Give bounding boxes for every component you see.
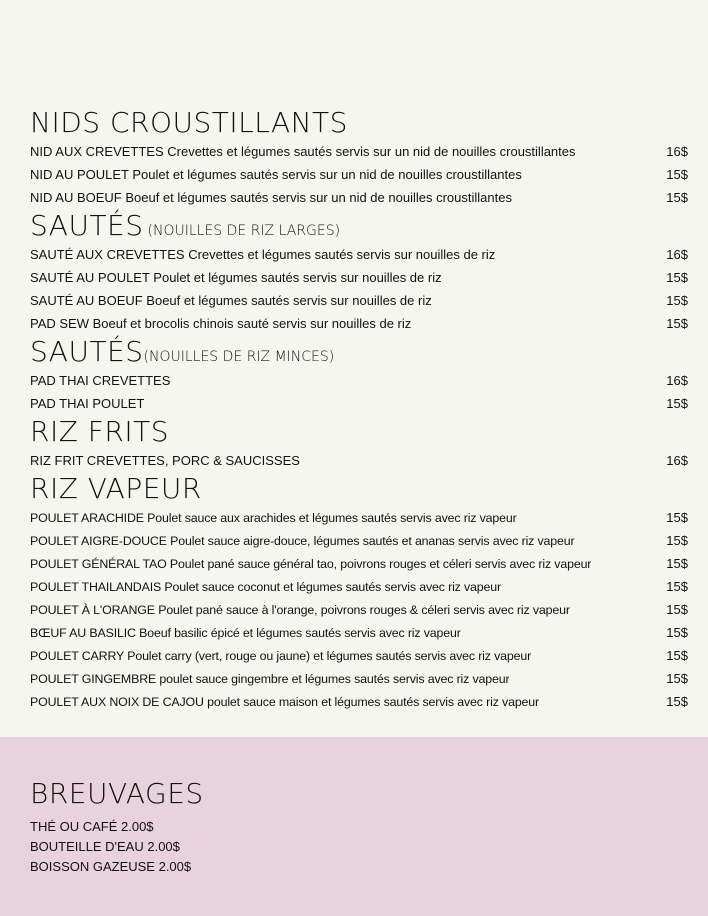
menu-item-description: POULET ARACHIDE Poulet sauce aux arachides et légumes sautés servis avec riz vapeur [30,510,517,525]
menu-item-price: 15$ [666,625,688,640]
menu-item-price: 15$ [666,167,688,182]
menu-item-price: 15$ [666,602,688,617]
section-title-sautes-minces: SAUTÉS(NOUILLES DE RIZ MINCES) [30,335,335,368]
menu-item-description: POULET THAILANDAIS Poulet sauce coconut et légumes sautés servis avec riz vapeur [30,579,501,594]
drinks-band [0,737,708,916]
menu-item-description: SAUTÉ AU POULET Poulet et légumes sautés servis sur nouilles de riz [30,270,442,285]
menu-item [30,506,688,529]
menu-item [30,690,688,713]
drink-item: BOUTEILLE D'EAU 2.00$ [30,839,180,854]
menu-item-description: NID AU BOEUF Boeuf et légumes sautés servis sur un nid de nouilles croustillantes [30,190,512,205]
menu-item [30,552,688,575]
menu-item [30,312,688,335]
menu-item-price: 15$ [666,293,688,308]
drinks-section [30,777,204,877]
menu-item [30,667,688,690]
menu-item-price: 15$ [666,694,688,709]
menu-item-description: POULET GÉNÉRAL TAO Poulet pané sauce général tao, poivrons rouges et céleri servis avec riz vapeur [30,556,592,571]
menu-item-price: 15$ [666,533,688,548]
menu-item-price: 15$ [666,316,688,331]
section-subtitle: (NOUILLES DE RIZ LARGES) [147,223,341,239]
menu-item-price: 15$ [666,396,688,411]
menu-item-price: 15$ [666,556,688,571]
menu-item-price: 16$ [666,453,688,468]
menu-item [30,392,688,415]
menu-item-description: NID AUX CREVETTES Crevettes et légumes sautés servis sur un nid de nouilles croustillantes [30,144,576,159]
menu-item-price: 15$ [666,579,688,594]
menu-item [30,289,688,312]
menu-item-description: SAUTÉ AU BOEUF Boeuf et légumes sautés servis sur nouilles de riz [30,293,432,308]
menu-item [30,644,688,667]
menu-item [30,243,688,266]
riz-vapeur-section [30,472,688,713]
menu-item [30,449,688,472]
menu-item-description: POULET GINGEMBRE poulet sauce gingembre et légumes sautés servis avec riz vapeur [30,671,510,686]
menu-item-price: 15$ [666,190,688,205]
menu-item [30,266,688,289]
section-subtitle: (NOUILLES DE RIZ MINCES) [143,349,335,365]
menu-item-description: POULET AIGRE-DOUCE Poulet sauce aigre-douce, légumes sautés et ananas servis avec riz vapeur [30,533,575,548]
menu-item-price: 15$ [666,270,688,285]
menu-item [30,163,688,186]
menu-item-price: 16$ [666,144,688,159]
drink-item: THÉ OU CAFÉ 2.00$ [30,819,154,834]
menu-item [30,621,688,644]
menu-item [30,575,688,598]
menu-item [30,369,688,392]
menu-item-description: POULET CARRY Poulet carry (vert, rouge ou jaune) et légumes sautés servis avec riz vapeur [30,648,532,663]
menu-item-description: POULET AUX NOIX DE CAJOU poulet sauce maison et légumes sautés servis avec riz vapeur [30,694,540,709]
drink-item: BOISSON GAZEUSE 2.00$ [30,859,192,874]
menu-item-price: 16$ [666,247,688,262]
menu-item-price: 16$ [666,373,688,388]
menu-item [30,140,688,163]
menu-item-price: 15$ [666,671,688,686]
menu-item-description: BŒUF AU BASILIC Boeuf basilic épicé et légumes sautés servis avec riz vapeur [30,625,461,640]
menu-item-description: POULET À L'ORANGE Poulet pané sauce à l'orange, poivrons rouges & céleri servis avec riz vapeur [30,602,570,617]
section-title-riz-vapeur: RIZ VAPEUR [30,472,202,505]
menu-item [30,598,688,621]
section-title-nids: NIDS CROUSTILLANTS [30,106,348,139]
section-title-breuvages: BREUVAGES [30,777,204,810]
section-title-sautes-larges: SAUTÉS (NOUILLES DE RIZ LARGES) [30,209,341,242]
menu-body [30,106,688,713]
menu-item-price: 15$ [666,648,688,663]
menu-item-description: PAD THAI CREVETTES [30,373,171,388]
menu-item [30,529,688,552]
menu-item-description: SAUTÉ AUX CREVETTES Crevettes et légumes sautés servis sur nouilles de riz [30,247,496,262]
menu-item-description: PAD SEW Boeuf et brocolis chinois sauté servis sur nouilles de riz [30,316,412,331]
menu-item-description: NID AU POULET Poulet et légumes sautés servis sur un nid de nouilles croustillantes [30,167,522,182]
menu-item-price: 15$ [666,510,688,525]
section-title-riz-frits: RIZ FRITS [30,415,169,448]
menu-item-description: PAD THAI POULET [30,396,145,411]
menu-item-description: RIZ FRIT CREVETTES, PORC & SAUCISSES [30,453,300,468]
menu-item [30,186,688,209]
